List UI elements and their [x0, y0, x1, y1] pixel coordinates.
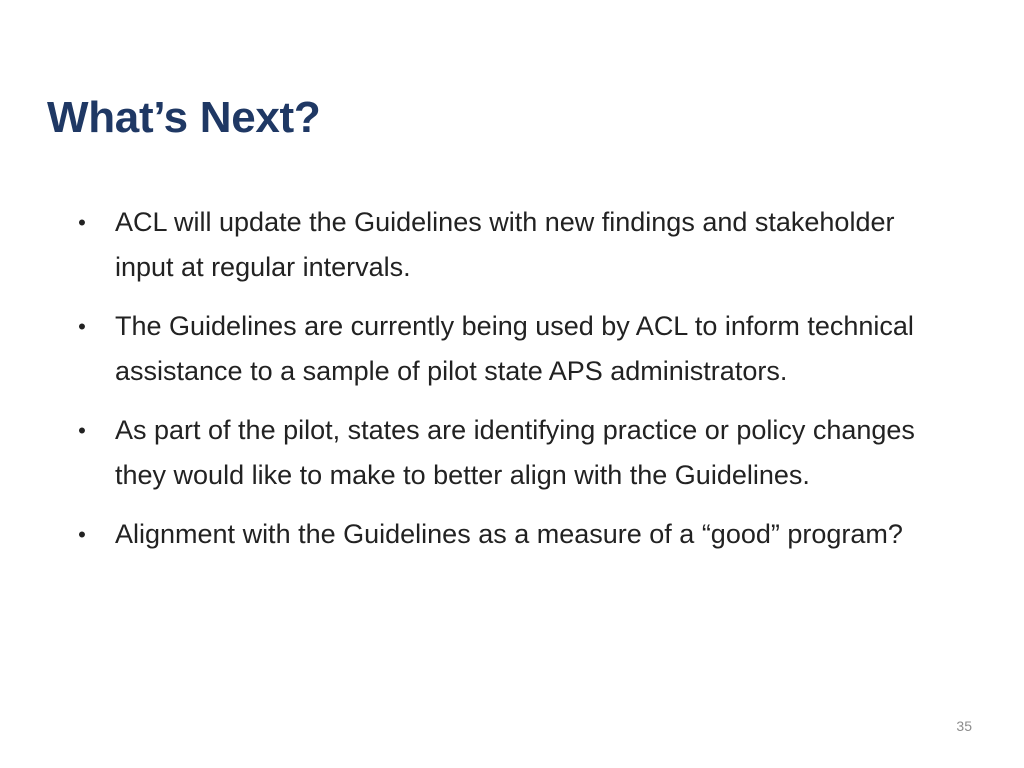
slide-title: What’s Next? [47, 93, 321, 142]
bullet-item [72, 304, 952, 394]
bullet-text: ACL will update the Guidelines with new findings and stakeholder input at regular intervals. [115, 207, 895, 282]
bullet-list [72, 200, 952, 571]
bullet-dot-icon: • [78, 522, 86, 547]
bullet-dot-icon: • [78, 314, 86, 339]
bullet-item [72, 200, 952, 290]
bullet-dot-icon: • [78, 210, 86, 235]
bullet-item [72, 408, 952, 498]
page-number: 35 [956, 718, 972, 734]
bullet-item [72, 512, 952, 557]
bullet-dot-icon: • [78, 418, 86, 443]
bullet-text: The Guidelines are currently being used by ACL to inform technical assistance to a sample of pilot state APS administrators. [115, 311, 914, 386]
bullet-text: As part of the pilot, states are identifying practice or policy changes they would like to make to better align with the Guidelines. [115, 415, 915, 490]
bullet-text: Alignment with the Guidelines as a measure of a “good” program? [115, 519, 903, 549]
